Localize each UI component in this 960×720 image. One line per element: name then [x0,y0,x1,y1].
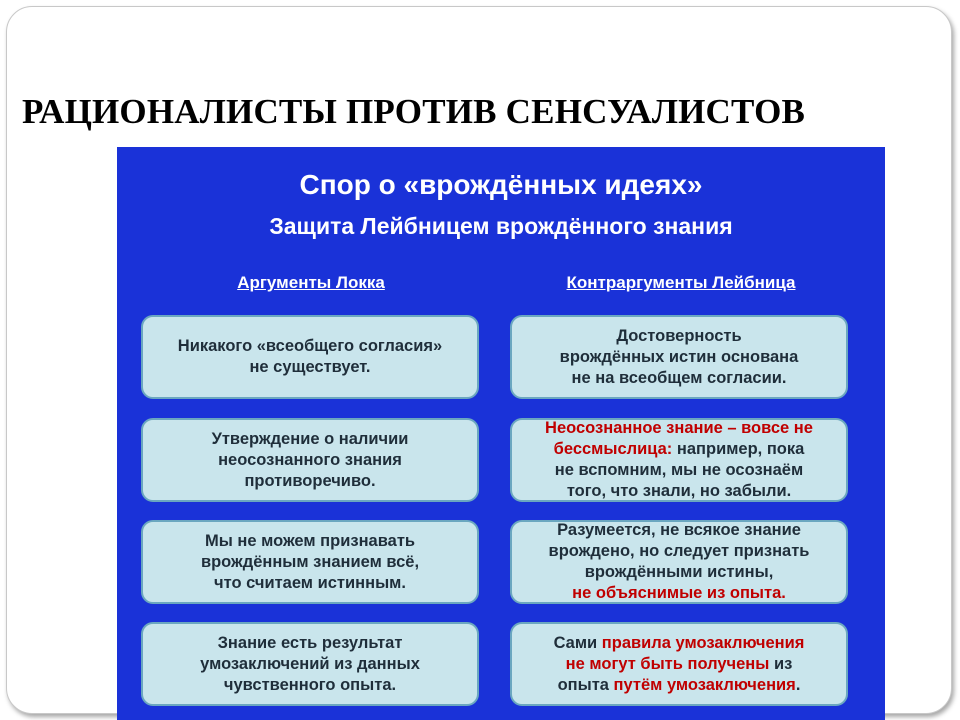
locke-argument-2: Утверждение о наличии неосознанного знания противоречиво. [141,418,479,502]
locke-argument-4: Знание есть результат умозаключений из данных чувственного опыта. [141,622,479,706]
leibniz-counterargument-2: Неосознанное знание – вовсе не бессмыслица: например, пока не вспомним, мы не осознаём того, что знали, но забыли. [510,418,848,502]
leibniz-counterargument-1: Достоверность врождённых истин основана не на всеобщем согласии. [510,315,848,399]
panel-subtitle: Защита Лейбницем врождённого знания [269,213,733,239]
locke-argument-3: Мы не можем признавать врождённым знанием всё, что считаем истинным. [141,520,479,604]
leibniz-counterargument-3: Разумеется, не всякое знание врождено, но следует признать врождёнными истины, не объяснимые из опыта. [510,520,848,604]
debate-panel [117,147,885,720]
locke-argument-1: Никакого «всеобщего согласия» не существует. [141,315,479,399]
slide-title: РАЦИОНАЛИСТЫ ПРОТИВ СЕНСУАЛИСТОВ [22,92,806,131]
leibniz-counterarguments-heading: Контраргументы Лейбница [566,273,796,292]
leibniz-counterargument-4: Сами правила умозаключения не могут быть получены из опыта путём умозаключения. [510,622,848,706]
panel-title: Спор о «врождённых идеях» [299,169,703,200]
locke-arguments-heading: Аргументы Локка [237,273,385,292]
